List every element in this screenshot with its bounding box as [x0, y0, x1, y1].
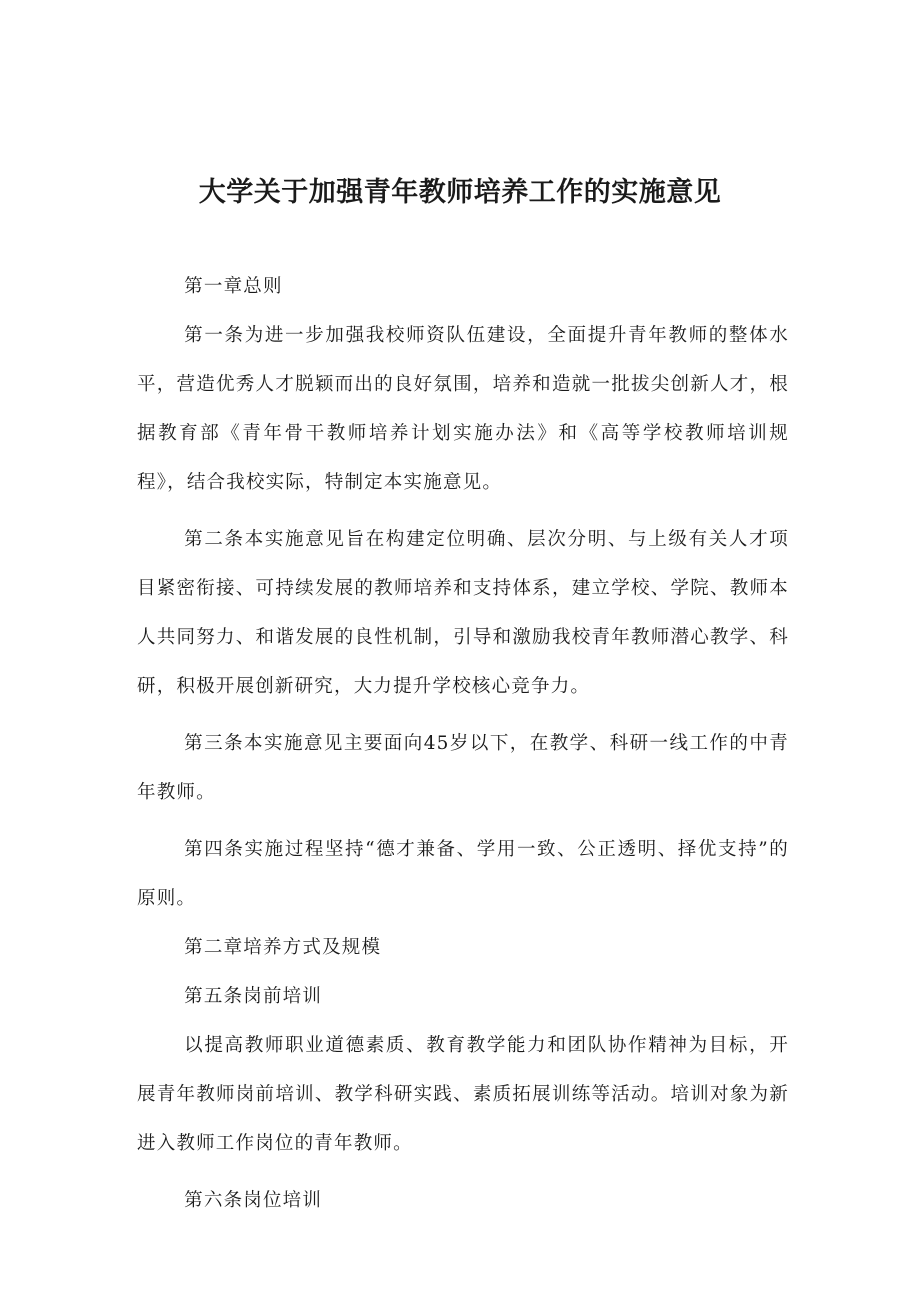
document-body [137, 262, 789, 1225]
article-paragraph: 以提高教师职业道德素质、教育教学能力和团队协作精神为目标，开展青年教师岗前培训、教学科研实践、素质拓展训练等活动。培训对象为新进入教师工作岗位的青年教师。 [137, 1035, 789, 1154]
article-paragraph: 第三条本实施意见主要面向45岁以下，在教学、科研一线工作的中青年教师。 [137, 733, 789, 803]
article-paragraph: 第二条本实施意见旨在构建定位明确、层次分明、与上级有关人才项目紧密衔接、可持续发展的教师培养和支持体系，建立学校、学院、教师本人共同努力、和谐发展的良性机制，引导和激励我校青年教师潜心教学、科研，积极开展创新研究，大力提升学校核心竞争力。 [137, 529, 789, 697]
article-paragraph: 第四条实施过程坚持“德才兼备、学用一致、公正透明、择优支持”的原则。 [137, 839, 789, 909]
article-heading: 第五条岗前培训 [184, 986, 323, 1007]
chapter-heading: 第一章总则 [184, 276, 283, 297]
article-heading: 第六条岗位培训 [184, 1190, 323, 1211]
chapter-heading: 第二章培养方式及规模 [184, 937, 382, 958]
document-title: 大学关于加强青年教师培养工作的实施意见 [198, 177, 722, 208]
article-paragraph: 第一条为进一步加强我校师资队伍建设，全面提升青年教师的整体水平，营造优秀人才脱颖而出的良好氛围，培养和造就一批拔尖创新人才，根据教育部《青年骨干教师培养计划实施办法》和《高等学校教师培训规程》，结合我校实际，特制定本实施意见。 [137, 325, 789, 493]
